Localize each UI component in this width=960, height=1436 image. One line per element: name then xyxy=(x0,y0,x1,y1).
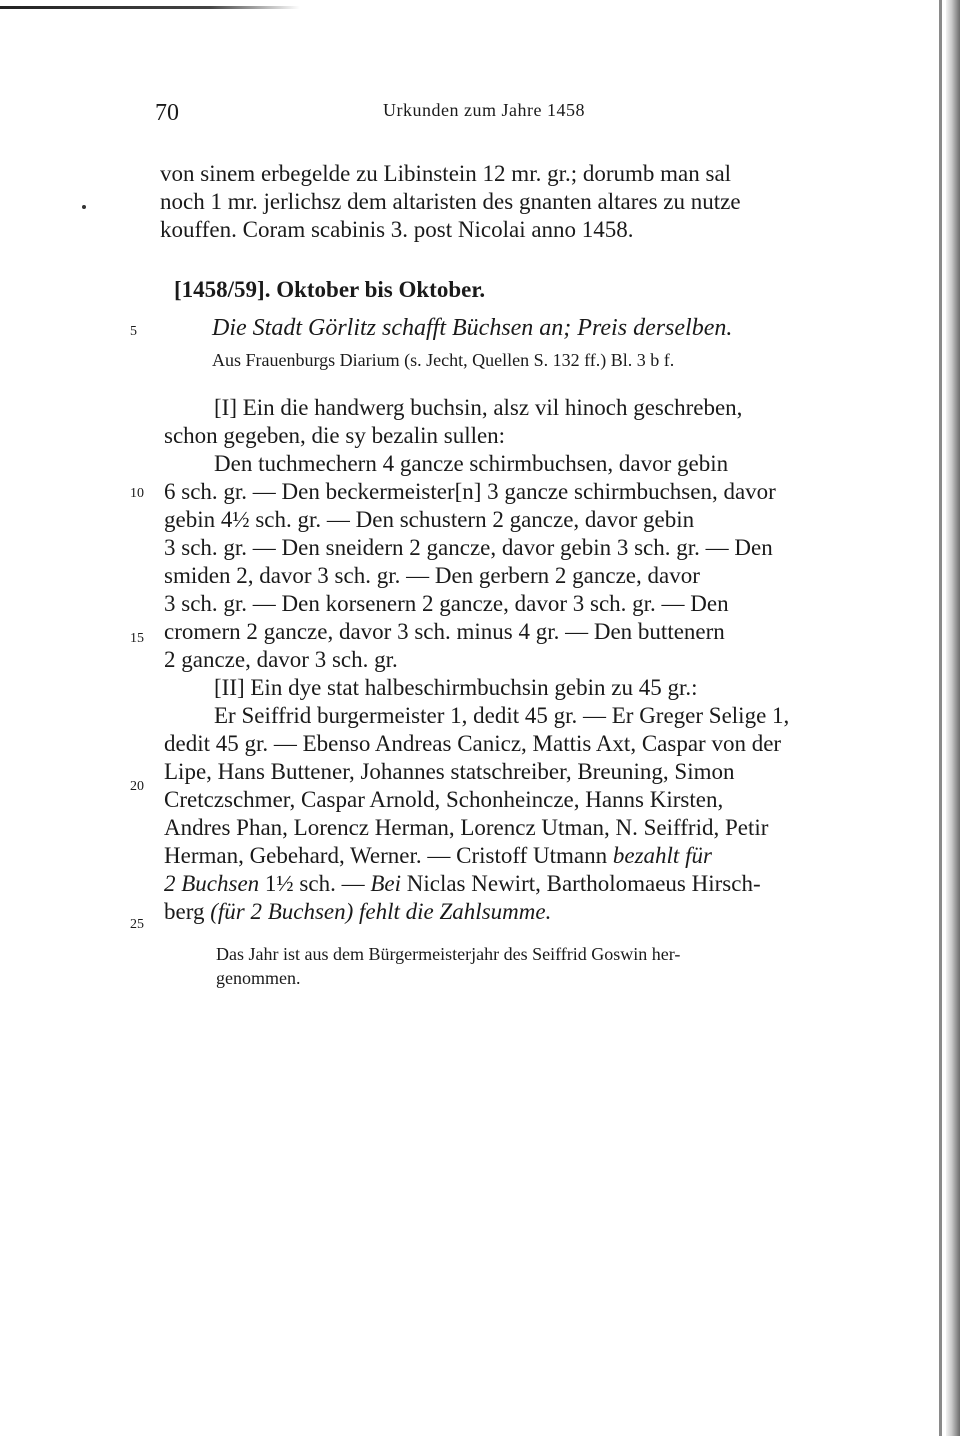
text-line xyxy=(164,870,761,898)
text-line: dedit 45 gr. — Ebenso Andreas Canicz, Mattis Axt, Caspar von der xyxy=(164,731,782,756)
margin-line-number: 20 xyxy=(130,779,144,794)
document-heading: [1458/59]. Oktober bis Oktober. xyxy=(174,277,486,302)
text-line: noch 1 mr. jerlichsz dem altaristen des gnanten altares zu nutze xyxy=(160,189,741,214)
editorial-note: Bei xyxy=(370,871,401,896)
margin-line-number: 10 xyxy=(130,486,144,501)
text-line: Lipe, Hans Buttener, Johannes statschreiber, Breuning, Simon xyxy=(164,759,735,784)
margin-line-number: 5 xyxy=(130,324,137,339)
page-header xyxy=(155,100,855,134)
text-line: von sinem erbegelde zu Libinstein 12 mr. gr.; dorumb man sal xyxy=(160,161,732,186)
source-note: Aus Frauenburgs Diarium (s. Jecht, Quellen S. 132 ff.) Bl. 3 b f. xyxy=(212,350,675,370)
text-line: Cretczschmer, Caspar Arnold, Schonheincze, Hanns Kirsten, xyxy=(164,787,724,812)
text-line: kouffen. Coram scabinis 3. post Nicolai anno 1458. xyxy=(160,217,634,242)
text-run: berg xyxy=(164,899,205,924)
text-line: smiden 2, davor 3 sch. gr. — Den gerbern 2 gancze, davor xyxy=(164,563,700,588)
text-line xyxy=(164,898,551,926)
text-run: Herman, Gebehard, Werner. — Cristoff Utmann xyxy=(164,843,608,868)
editorial-note: bezahlt für xyxy=(612,843,712,868)
text-line: Den tuchmechern 4 gancze schirmbuchsen, davor gebin xyxy=(214,451,729,476)
text-run: 1½ sch. — xyxy=(264,871,365,896)
footnote-line: genommen. xyxy=(216,968,301,988)
text-line: Er Seiffrid burgermeister 1, dedit 45 gr. — Er Greger Selige 1, xyxy=(214,703,790,728)
text-line: schon gegeben, die sy bezalin sullen: xyxy=(164,423,506,448)
footnote-line: Das Jahr ist aus dem Bürgermeisterjahr des Seiffrid Goswin her- xyxy=(216,944,681,964)
margin-line-number: 25 xyxy=(130,917,144,932)
text-line: 6 sch. gr. — Den beckermeister[n] 3 gancze schirmbuchsen, davor xyxy=(164,479,776,504)
page-number: 70 xyxy=(155,100,179,126)
document-summary: Die Stadt Görlitz schafft Büchsen an; Preis derselben. xyxy=(212,315,733,341)
text-line: cromern 2 gancze, davor 3 sch. minus 4 gr. — Den buttenern xyxy=(164,619,725,644)
running-title: Urkunden zum Jahre 1458 xyxy=(383,100,585,120)
text-line: Andres Phan, Lorencz Herman, Lorencz Utman, N. Seiffrid, Petir xyxy=(164,815,769,840)
text-line: 2 gancze, davor 3 sch. gr. xyxy=(164,647,398,672)
text-line: [II] Ein dye stat halbeschirmbuchsin gebin zu 45 gr.: xyxy=(214,675,698,700)
text-line: 3 sch. gr. — Den korsenern 2 gancze, davor 3 sch. gr. — Den xyxy=(164,591,729,616)
text-line: [I] Ein die handwerg buchsin, alsz vil hinoch geschreben, xyxy=(214,395,743,420)
text-run: Niclas Newirt, Bartholomaeus Hirsch- xyxy=(406,871,761,896)
text-line: 3 sch. gr. — Den sneidern 2 gancze, davor gebin 3 sch. gr. — Den xyxy=(164,535,773,560)
editorial-note: 2 Buchsen xyxy=(164,871,260,896)
text-line: gebin 4½ sch. gr. — Den schustern 2 gancze, davor gebin xyxy=(164,507,695,532)
text-line xyxy=(164,842,712,870)
margin-line-number: 15 xyxy=(130,631,144,646)
editorial-note: (für 2 Buchsen) fehlt die Zahlsumme. xyxy=(210,899,552,924)
